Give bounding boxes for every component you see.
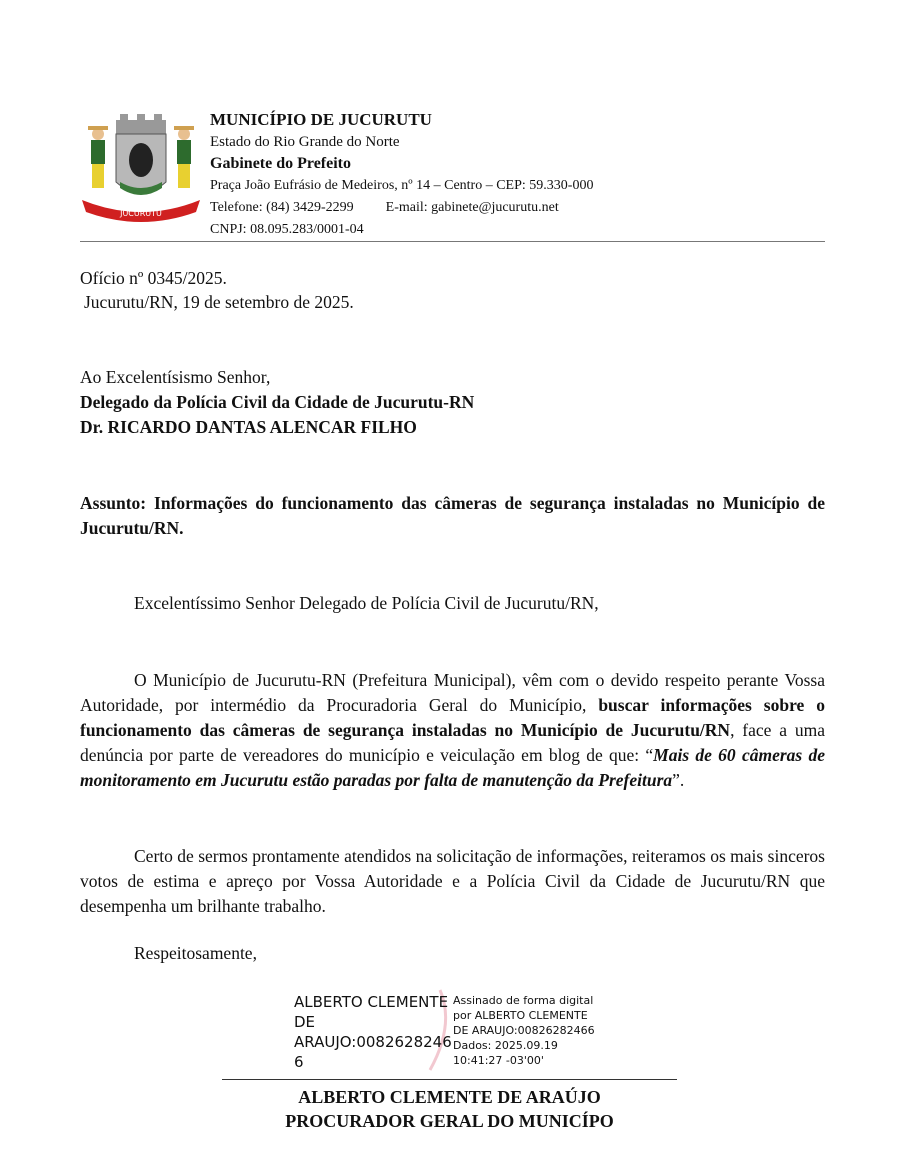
digital-line: Dados: 2025.09.19 <box>453 1039 558 1052</box>
recipient-role: Delegado da Polícia Civil da Cidade de Jucurutu-RN <box>80 392 475 412</box>
signer-name: ALBERTO CLEMENTE DE ARAÚJO <box>298 1087 601 1107</box>
signature-line <box>222 1079 677 1080</box>
signer-block <box>222 1085 677 1133</box>
signer-line: ALBERTO CLEMENTE <box>294 993 449 1011</box>
signer-title: PROCURADOR GERAL DO MUNICÍPO <box>285 1111 614 1131</box>
phone: Telefone: (84) 3429-2299 <box>210 200 354 215</box>
email: E-mail: gabinete@jucurutu.net <box>385 200 559 215</box>
p1-end: ”. <box>672 770 685 790</box>
municipality-name: MUNICÍPIO DE JUCURUTU <box>210 110 432 129</box>
signer-id <box>294 992 452 1072</box>
subject: Assunto: Informações do funcionamento das câmeras de segurança instaladas no Município de Jucurutu/RN. <box>80 493 825 538</box>
state-name: Estado do Rio Grande do Norte <box>210 134 400 150</box>
cnpj: CNPJ: 08.095.283/0001-04 <box>210 222 364 237</box>
coat-of-arms-logo <box>80 112 202 222</box>
digital-line: 10:41:27 -03'00' <box>453 1054 544 1067</box>
address: Praça João Eufrásio de Medeiros, nº 14 – Centro – CEP: 59.330-000 <box>210 178 594 193</box>
recipient-name: Dr. RICARDO DANTAS ALENCAR FILHO <box>80 417 417 437</box>
place-date: Jucurutu/RN, 19 de setembro de 2025. <box>84 292 354 312</box>
digital-signature-info <box>453 993 595 1068</box>
digital-line: Assinado de forma digital <box>453 994 594 1007</box>
letterhead <box>210 109 593 241</box>
office-name: Gabinete do Prefeito <box>210 155 352 172</box>
letter-number: Ofício nº 0345/2025. <box>80 268 227 288</box>
header-divider <box>80 241 825 242</box>
signer-line: 6 <box>294 1053 304 1071</box>
greeting: Excelentíssimo Senhor Delegado de Polícia Civil de Jucurutu/RN, <box>134 593 599 613</box>
paragraph-1 <box>80 668 825 793</box>
p1-bold: buscar informações sobre o funcionamento das câmeras de segurança instaladas no Município de Jucurutu/RN <box>80 695 825 740</box>
p1-quote: Mais de 60 câmeras de monitoramento em Jucurutu estão paradas por falta de manutenção da Prefeitura <box>80 745 825 790</box>
logo-ribbon-text: JUCURUTU <box>120 209 162 218</box>
p1-text: O Município de Jucurutu-RN (Prefeitura Municipal), vêm com o devido respeito perante Vossa Autoridade, por intermédio da Procuradoria Geral do Município, <box>80 670 825 715</box>
p1-text-2: , face a uma denúncia por parte de vereadores do município e veiculação em blog de que: “ <box>80 720 825 765</box>
paragraph-2: Certo de sermos prontamente atendidos na solicitação de informações, reiteramos os mais sinceros votos de estima e apreço por Vossa Autoridade e a Polícia Civil da Cidade de Jucurutu/RN que desempenha um brilhante trabalho. <box>80 846 825 916</box>
digital-line: DE ARAUJO:00826282466 <box>453 1024 595 1037</box>
digital-line: por ALBERTO CLEMENTE <box>453 1009 588 1022</box>
signer-line: DE <box>294 1013 316 1031</box>
closing: Respeitosamente, <box>134 943 257 963</box>
signer-line: ARAUJO:0082628246 <box>294 1033 452 1051</box>
salutation: Ao Excelentísismo Senhor, <box>80 367 271 387</box>
